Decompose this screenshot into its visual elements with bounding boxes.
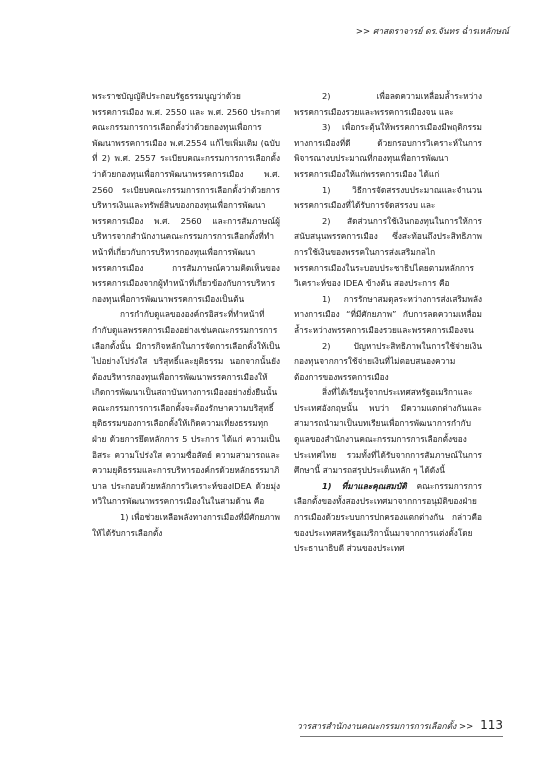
- left-paragraph-1: พระราชบัญญัติประกอบรัฐธรรมนูญว่าด้วยพรรคการเมือง พ.ศ. 2550 และ พ.ศ. 2560 ประกาศคณะกรรมการการเลือกตั้งว่าด้วยกองทุนเพื่อการพัฒนาพรรคการเมือง พ.ศ.2554 แก้ไขเพิ่มเติม (ฉบับที่ 2) พ.ศ. 2557 ระเบียบคณะกรรมการการเลือกตั้งว่าด้วยกองทุนเพื่อการพัฒนาพรรคการเมือง พ.ศ. 2560 ระเบียบคณะกรรมการการเลือกตั้งว่าด้วยการบริหารเงินและทรัพย์สินของกองทุนเพื่อการพัฒนาพรรคการเมือง พ.ศ. 2560 และการสัมภาษณ์ผู้บริหารจากสำนักงานคณะกรรมการการเลือกตั้งที่ทำหน้าที่เกี่ยวกับการบริหารกองทุนเพื่อการพัฒนาพรรคการเมือง การสัมภาษณ์ความคิดเห็นของพรรคการเมืองจากผู้ทำหน้าที่เกี่ยวข้องกับการบริหารกองทุนเพื่อการพัฒนาพรรคการเมืองเป็นต้น: [92, 91, 280, 304]
- right-paragraph-7: สิ่งที่ได้เรียนรู้จากประเทศสหรัฐอเมริกาและประเทศอังกฤษนั้น พบว่า มีความแตกต่างกันและสามารถนำมาเป็นบทเรียนเพื่อการพัฒนาการกำกับดูแลของสำนักงานคณะกรรมการการเลือกตั้งของประเทศไทย รวมทั้งที่ได้รับจากการสัมภาษณ์ในการศึกษานี้ สามารถสรุปประเด็นหลัก ๆ ได้ดังนี้: [294, 387, 482, 476]
- section-body: คณะกรรมการการเลือกตั้งของทั้งสองประเทศมาจากการอนุมัติของฝ่ายการเมืองด้วยระบบการปกครองแตกต่างกัน กล่าวคือ ของประเทศสหรัฐอเมริกานั้นมาจากการแต่งตั้งโดยประธานาธิบดี ส่วนของประเทศ: [294, 480, 482, 554]
- footer-journal: วารสารสำนักงานคณะกรรมการการเลือกตั้ง >>: [296, 722, 474, 732]
- page-number: 113: [480, 718, 503, 732]
- left-paragraph-3: 1) เพื่อช่วยเหลือพลังทางการเมืองที่มีศักยภาพให้ได้รับการเลือกตั้ง: [92, 512, 280, 538]
- page-footer: [297, 718, 503, 733]
- section-lead: 1) ที่มาและคุณสมบัติ: [322, 480, 407, 491]
- right-paragraph-3: 1) วิธีการจัดสรรงบประมาณและจำนวนพรรคการเมืองที่ได้รับการจัดสรรงบ และ: [294, 184, 482, 211]
- right-paragraph-1: 2) เพื่อลดความเหลื่อมล้ำระหว่างพรรคการเมืองรวยและพรรคการเมืองจน และ: [294, 91, 482, 117]
- bottom-rule: [300, 736, 503, 737]
- left-column: [92, 89, 280, 541]
- right-paragraph-4: 2) สัดส่วนการใช้เงินกองทุนในการให้การสนับสนุนพรรคการเมือง ซึ่งสะท้อนถึงประสิทธิภาพการใช้เงินของพรรคในการส่งเสริมกลไกพรรคการเมืองในระบอบประชาธิปไตยตามหลักการวิเคราะห์ของ IDEA ข้างต้น สองประการ คือ: [294, 215, 482, 289]
- right-paragraph-5: 1) การรักษาสมดุลระหว่างการส่งเสริมพลังทางการเมือง “ที่มีศักยภาพ” กับการลดความเหลื่อมล้ำระหว่างพรรคการเมืองรวยและพรรคการเมืองจน: [294, 293, 482, 335]
- header-author: >> ศาสตราจารย์ ดร.จันทร ฉ่ำรเหลักษณ์: [355, 27, 509, 37]
- right-paragraph-6: 2) ปัญหาประสิทธิภาพในการใช้จ่ายเงินกองทุนจากการใช้จ่ายเงินที่ไม่ตอบสนองความต้องการของพรรคการเมือง: [294, 340, 482, 382]
- right-paragraph-2: 3) เพื่อกระตุ้นให้พรรคการเมืองมีพฤติกรรมทางการเมืองที่ดี ด้วยกรอบการวิเคราะห์ในการพิจารณางบประมาณที่กองทุนเพื่อการพัฒนาพรรคการเมืองให้แก่พรรคการเมือง ได้แก่: [294, 122, 482, 179]
- left-paragraph-2: การกำกับดูแลขององค์กรอิสระที่ทำหน้าที่กำกับดูแลพรรคการเมืองอย่างเช่นคณะกรรมการการเลือกตั้งนั้น มีการกิจหลักในการจัดการเลือกตั้งให้เป็นไปอย่างโปร่งใส บริสุทธิ์และยุติธรรม นอกจากนั้นยังต้องบริหารกองทุนเพื่อการพัฒนาพรรคการเมืองให้เกิดการพัฒนาเป็นสถาบันทางการเมืองอย่างยั่งยืนนั้น คณะกรรมการการเลือกตั้งจะต้องรักษาความบริสุทธิ์ยุติธรรมของการเลือกตั้งให้เกิดความเที่ยงธรรมทุกฝ่าย ด้วยการยึดหลักการ 5 ประการ ได้แก่ ความเป็นอิสระ ความโปร่งใส ความซื่อสัตย์ ความสามารถและความยุติธรรมและการบริหารองค์กรด้วยหลักธรรมาภิบาล ประกอบด้วยหลักการวิเคราะห์ของIDEA ด้วยมุ่งทวิในการพัฒนาพรรคการเมืองในในสามด้าน คือ: [92, 309, 280, 507]
- right-paragraph-8: [294, 479, 482, 557]
- running-header: [356, 24, 509, 38]
- right-column: [294, 89, 482, 557]
